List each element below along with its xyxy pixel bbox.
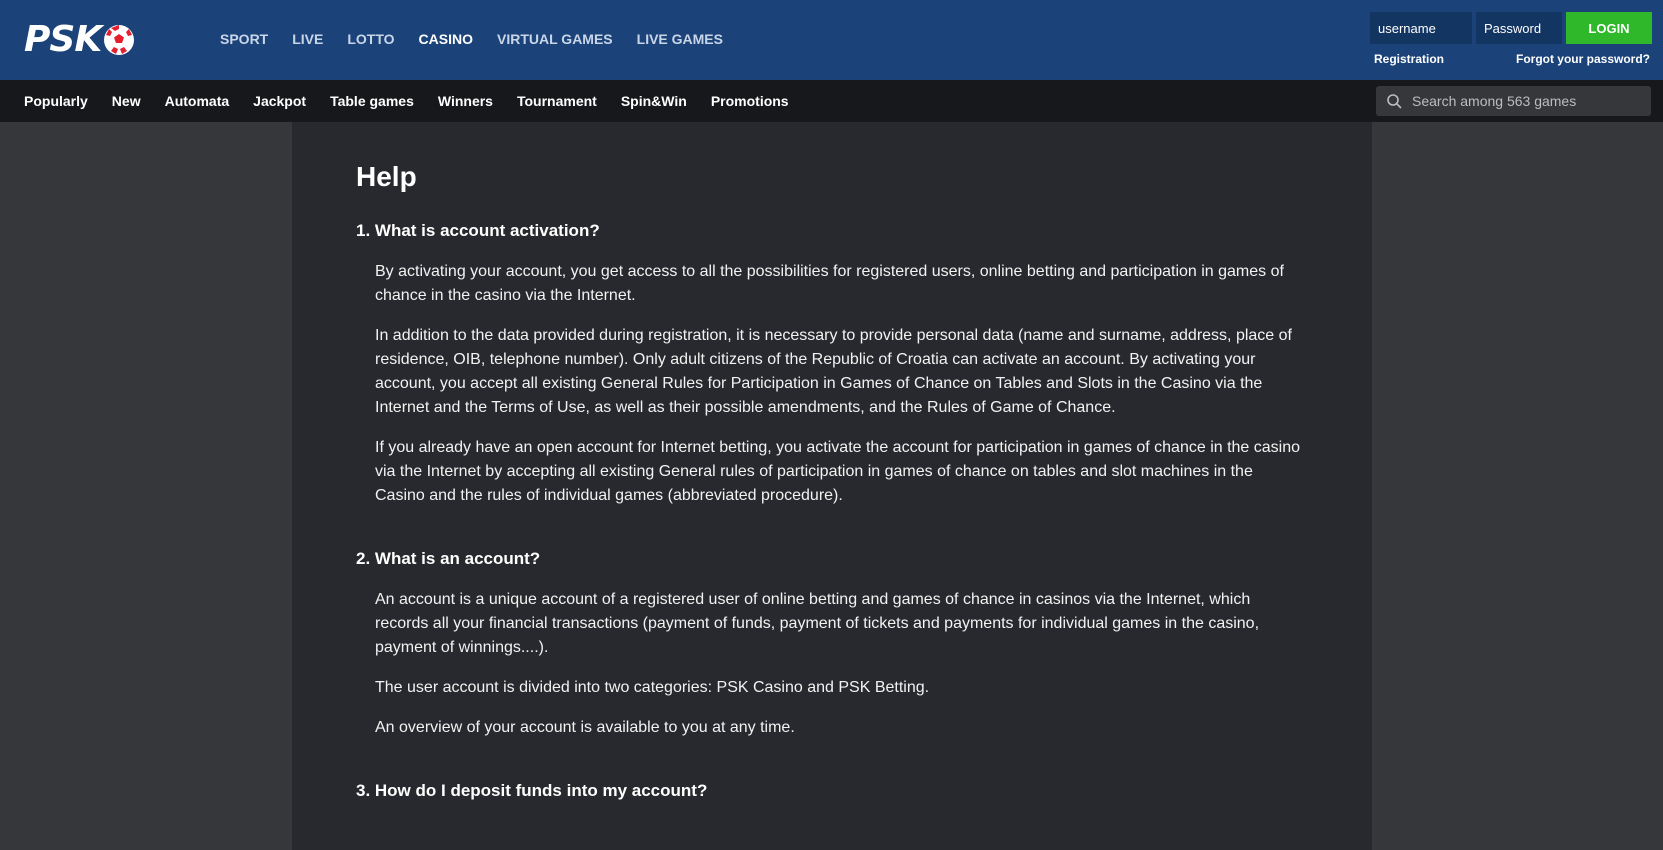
subnav-winners[interactable]: Winners (437, 93, 493, 109)
nav-sport[interactable]: SPORT (220, 31, 269, 47)
casino-subnav (24, 80, 813, 122)
section-paragraph: An overview of your account is available to you at any time. (375, 719, 795, 736)
section-paragraph: The user account is divided into two categories: PSK Casino and PSK Betting. (375, 679, 930, 696)
help-content-panel (292, 122, 1372, 850)
section-heading: 3. How do I deposit funds into my account? (356, 781, 708, 800)
casino-subnav-bar (0, 80, 1663, 122)
login-button[interactable]: LOGIN (1566, 12, 1652, 44)
help-section (356, 548, 1306, 740)
section-paragraph: If you already have an open account for Internet betting, you activate the account for participation in games of chance in the casino via the Internet by accepting all existing General rules of participation in games of chance on tables and slot machines in the Casino and the rules of individual games (abbreviated procedure). (375, 439, 1301, 504)
game-search[interactable] (1376, 86, 1651, 116)
section-paragraph: An account is a unique account of a registered user of online betting and games of chance in casinos via the Internet, which records all your financial transactions (payment of funds, payment of tickets and payments for individual games in the casino, payment of winnings....). (375, 591, 1260, 656)
subnav-automata[interactable]: Automata (164, 93, 230, 109)
search-icon (1386, 93, 1402, 109)
registration-link[interactable]: Registration (1374, 52, 1445, 66)
soccer-ball-icon (103, 24, 135, 56)
help-section (356, 220, 1306, 508)
nav-virtual-games[interactable]: VIRTUAL GAMES (497, 31, 613, 47)
nav-casino[interactable]: CASINO (418, 31, 473, 47)
section-heading: 1. What is account activation? (356, 221, 600, 240)
help-section (356, 780, 1306, 802)
subnav-spin-win[interactable]: Spin&Win (620, 93, 687, 109)
nav-live-games[interactable]: LIVE GAMES (636, 31, 723, 47)
subnav-popularly[interactable]: Popularly (24, 93, 88, 109)
subnav-promotions[interactable]: Promotions (710, 93, 789, 109)
main-nav (220, 27, 747, 51)
psk-logo[interactable] (24, 20, 135, 60)
password-input[interactable] (1476, 12, 1562, 44)
subnav-table-games[interactable]: Table games (330, 93, 414, 109)
section-paragraph: In addition to the data provided during registration, it is necessary to provide personal data (name and surname, address, place of residence, OIB, telephone number). Only adult citizens of the Republic of Croatia can activate an account. By activating your account, you accept all existing General Rules for Participation in Games of Chance on Tables and Slots in the Casino via the Internet and the Terms of Use, as well as their possible amendments, and the Rules of Game of Chance. (375, 327, 1292, 416)
section-paragraph: By activating your account, you get access to all the possibilities for registered users, online betting and participation in games of chance in the casino via the Internet. (375, 263, 1284, 304)
subnav-jackpot[interactable]: Jackpot (253, 93, 307, 109)
subnav-tournament[interactable]: Tournament (516, 93, 597, 109)
nav-lotto[interactable]: LOTTO (347, 31, 395, 47)
section-heading: 2. What is an account? (356, 549, 541, 568)
nav-live[interactable]: LIVE (292, 31, 324, 47)
top-header (0, 0, 1663, 80)
logo-text: PSK (24, 19, 102, 60)
login-area (1370, 12, 1654, 66)
search-input[interactable] (1412, 93, 1642, 109)
page-title: Help (356, 161, 417, 192)
forgot-password-link[interactable]: Forgot your password? (1515, 52, 1650, 66)
username-input[interactable] (1370, 12, 1472, 44)
subnav-new[interactable]: New (111, 93, 141, 109)
